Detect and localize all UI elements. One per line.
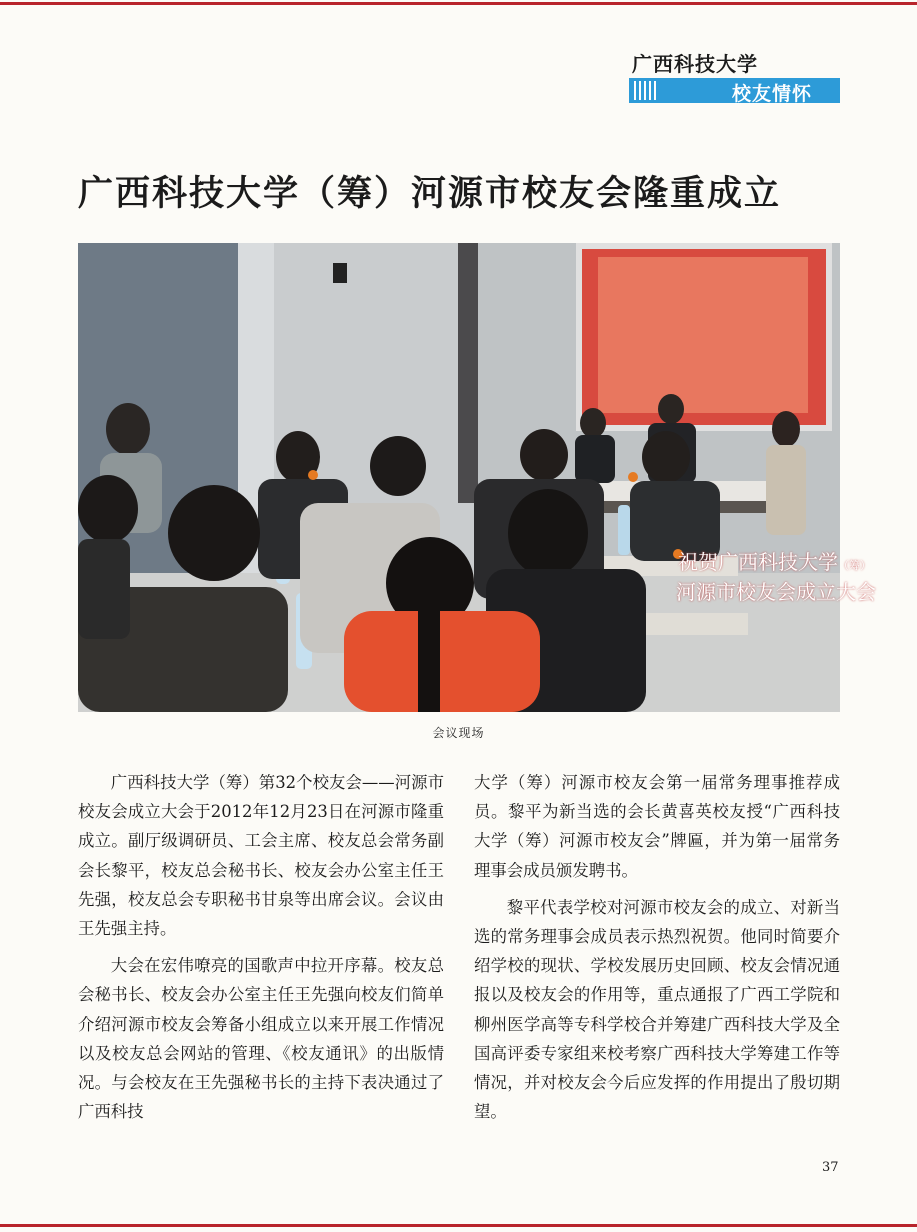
paragraph: 大会在宏伟嘹亮的国歌声中拉开序幕。校友总会秘书长、校友会办公室主任王先强向校友们简单介绍河源市校友会筹备小组成立以来开展工作情况以及校友总会网站的管理、《校友通讯》的出版情况。与会校友在王先强秘书长的主持下表决通过了广西科技: [78, 956, 444, 1122]
page-number: 37: [822, 1160, 839, 1175]
paragraph: 黎平代表学校对河源市校友会的成立、对新当选的常务理事会成员表示热烈祝贺。他同时简要介绍学校的现状、学校发展历史回顾、校友会情况通报以及校友会的作用等，重点通报了广西工学院和柳州医学高等专科学校合并筹建广西科技大学及全国高评委专家组来校考察广西科技大学筹建工作等情况，并对校友会今后应发挥的作用提出了殷切期望。: [474, 897, 840, 1122]
screen-line1: 祝贺广西科技大学: [678, 550, 838, 574]
stripe-decoration: [634, 81, 656, 100]
column-label: 校友情怀: [731, 83, 812, 105]
right-column: [474, 768, 840, 1134]
article-title: 广西科技大学（筹）河源市校友会隆重成立: [78, 173, 782, 214]
left-column: [78, 768, 444, 1134]
bottom-rule: [0, 1224, 917, 1227]
photo-illustration: [78, 243, 840, 712]
paragraph-continued: 大学（筹）河源市校友会第一届常务理事推荐成员。黎平为新当选的会长黄喜英校友授“广西科技大学（筹）河源市校友会”牌匾，并为第一届常务理事会成员颁发聘书。: [474, 773, 840, 880]
screen-line2: 河源市校友会成立大会: [676, 580, 876, 604]
meeting-photo: [78, 243, 876, 712]
screen-slide: [664, 549, 904, 606]
column-banner: [629, 78, 840, 103]
top-rule: [0, 2, 917, 5]
publication-brand: 广西科技大学: [632, 52, 758, 76]
photo-caption: 会议现场: [432, 726, 485, 740]
screen-line1-small: （筹）: [838, 559, 871, 572]
paragraph: 广西科技大学（筹）第32个校友会——河源市校友会成立大会于2012年12月23日在河源市隆重成立。副厅级调研员、工会主席、校友总会常务副会长黎平，校友总会秘书长、校友会办公室主任王先强，校友总会专职秘书甘泉等出席会议。会议由王先强主持。: [78, 773, 444, 939]
